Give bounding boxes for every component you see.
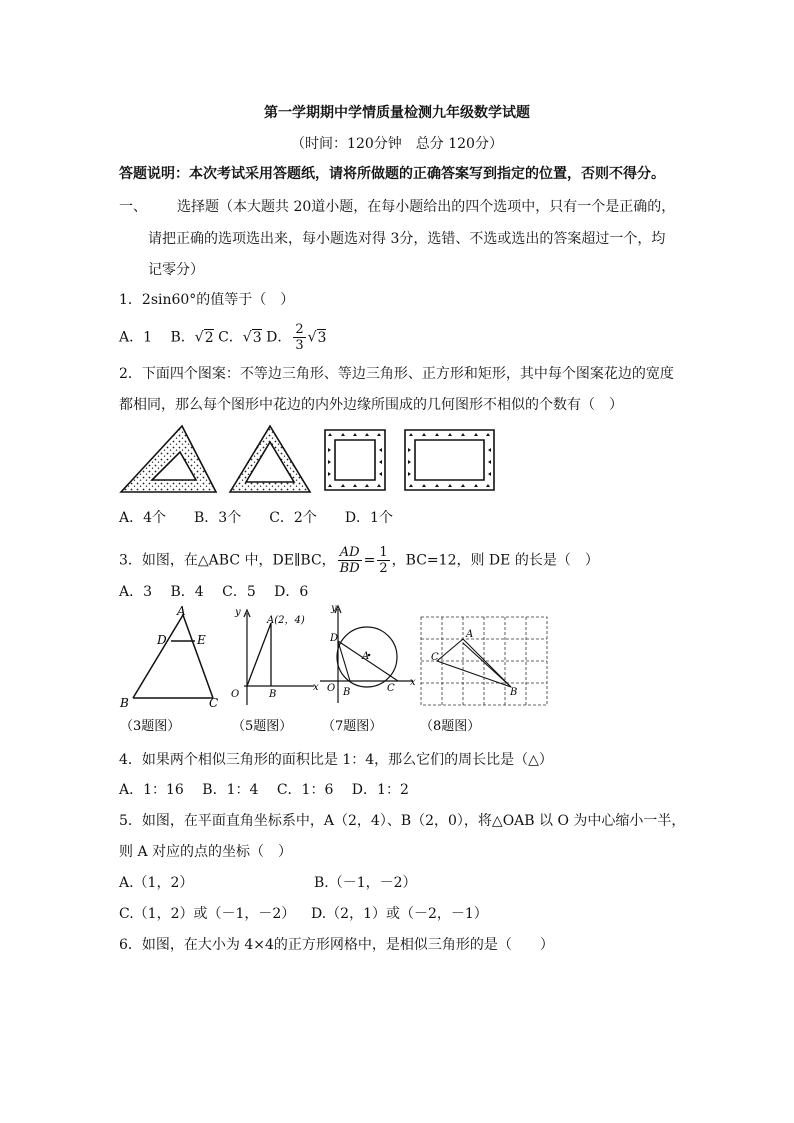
- sqrt-icon: √: [242, 329, 252, 346]
- fig5-caption: （5题图）: [232, 719, 293, 734]
- q1-option-d-fraction: [293, 322, 305, 353]
- fig5-label-b: B: [269, 689, 277, 700]
- fig7-label-c: C: [387, 683, 395, 694]
- sqrt-icon: √: [307, 329, 317, 346]
- question-3-stem: [119, 545, 599, 576]
- fig5-label-x: x: [313, 682, 319, 693]
- fig3-label-b: B: [120, 696, 129, 710]
- q1-option-b-radicand: 2: [204, 329, 214, 346]
- fig7-label-o: O: [327, 683, 336, 694]
- scalene-triangle-pattern: [121, 426, 216, 492]
- section-instructions-line3: 记零分）: [148, 262, 204, 278]
- q2-patterns-figure: [118, 422, 508, 498]
- q1-option-d-label: D．: [266, 329, 292, 346]
- fraction-numerator: AD: [338, 545, 362, 561]
- figures-row: [115, 603, 555, 736]
- fig7-label-a: A: [362, 651, 370, 662]
- fig7-label-d: D: [330, 633, 339, 644]
- q1-option-c-radicand: 3: [252, 329, 262, 346]
- fig8-label-a: A: [466, 629, 474, 640]
- fig7-label-y: y: [331, 603, 337, 614]
- fraction-denominator: 2: [379, 561, 388, 576]
- fig3-label-a: A: [177, 604, 186, 618]
- fig7-caption: （7题图）: [322, 719, 383, 734]
- fig7-label-x: x: [410, 677, 416, 688]
- question-6-stem: 6．如图，在大小为 4×4的正方形网格中，是相似三角形的是（ ）: [119, 937, 554, 953]
- question-3-options: A．3 B．4 C．5 D．6: [119, 584, 309, 600]
- q3-ratio-fraction: [338, 545, 362, 576]
- square-pattern: [325, 430, 385, 490]
- question-1-stem: 1．2sin60°的值等于（ ）: [119, 292, 295, 308]
- figure-3-triangle: [119, 604, 218, 734]
- fig7-label-b: B: [343, 687, 351, 698]
- q3-stem-suffix: ，BC=12，则 DE 的长是（ ）: [391, 552, 599, 569]
- q3-half-fraction: [377, 545, 389, 576]
- answer-instructions: 答题说明：本次考试采用答题纸，请将所做题的正确答案写到指定的位置，否则不得分。: [119, 166, 665, 182]
- question-5-line1: 5．如图，在平面直角坐标系中，A（2，4）、B（2，0），将△OAB 以 O 为中心缩小一半，: [119, 813, 686, 829]
- question-2-line2: 都相同，那么每个图形中花边的内外边缘所围成的几何图形不相似的个数有（ ）: [119, 397, 623, 413]
- fig5-label-y: y: [235, 607, 241, 618]
- fig3-label-c: C: [209, 696, 219, 710]
- q3-stem-prefix: 3．如图，在△ABC 中，DE∥BC，: [119, 552, 336, 569]
- fraction-numerator: 1: [379, 545, 388, 560]
- question-1-options: [119, 322, 326, 353]
- question-5-option-d: D.（2，1）或（－2，－1）: [311, 906, 488, 922]
- q1-option-a: A．1: [119, 329, 153, 346]
- fraction-denominator: BD: [339, 561, 360, 576]
- question-2-options: A．4个 B．3个 C．2个 D．1个: [119, 510, 393, 526]
- rectangle-pattern: [405, 430, 494, 490]
- figure-8-grid: [420, 617, 547, 734]
- exam-time-info: （时间：120分钟 总分 120分）: [291, 136, 503, 152]
- question-5-option-a: A.（1，2）: [119, 875, 194, 891]
- fig5-label-o: O: [231, 689, 240, 700]
- figure-5-coordinate: [231, 607, 319, 734]
- figure-7-circle: [320, 603, 416, 734]
- fig3-caption: （3题图）: [120, 719, 181, 734]
- section-number: 一、: [119, 199, 147, 215]
- q1-option-d-radicand: 3: [317, 329, 327, 346]
- question-5-line2: 则 A 对应的点的坐标（ ）: [119, 844, 293, 860]
- fig8-caption: （8题图）: [420, 719, 481, 734]
- question-5-option-c: C.（1，2）或（－1，－2）: [119, 906, 296, 922]
- fig8-label-c: C: [431, 652, 439, 663]
- question-4-stem: 4．如果两个相似三角形的面积比是 1：4，那么它们的周长比是（△）: [119, 752, 553, 768]
- fig5-label-a: A(2，4): [267, 615, 305, 626]
- sqrt-icon: √: [194, 329, 204, 346]
- question-5-option-b: B.（－1，－2）: [314, 875, 417, 891]
- fig3-label-e: E: [197, 633, 206, 647]
- section-instructions-line2: 请把正确的选项选出来，每小题选对得 3分，选错、不选或选出的答案超过一个，均: [148, 231, 666, 247]
- section-instructions-line1: 选择题（本大题共 20道小题，在每小题给出的四个选项中，只有一个是正确的，: [177, 199, 676, 215]
- fig3-label-d: D: [157, 633, 167, 647]
- page-title: 第一学期期中学情质量检测九年级数学试题: [264, 105, 530, 121]
- equilateral-triangle-pattern: [230, 426, 310, 492]
- question-2-line1: 2．下面四个图案：不等边三角形、等边三角形、正方形和矩形，其中每个图案花边的宽度: [119, 366, 674, 382]
- q1-option-b-label: B．: [170, 329, 195, 346]
- fig8-label-b: B: [510, 687, 518, 698]
- question-4-options: A．1：16 B．1：4 C．1：6 D．1：2: [119, 782, 409, 798]
- fraction-numerator: 2: [295, 322, 304, 337]
- equals-sign: =: [363, 552, 376, 569]
- q1-option-c-label: C．: [218, 329, 243, 346]
- fraction-denominator: 3: [295, 338, 304, 353]
